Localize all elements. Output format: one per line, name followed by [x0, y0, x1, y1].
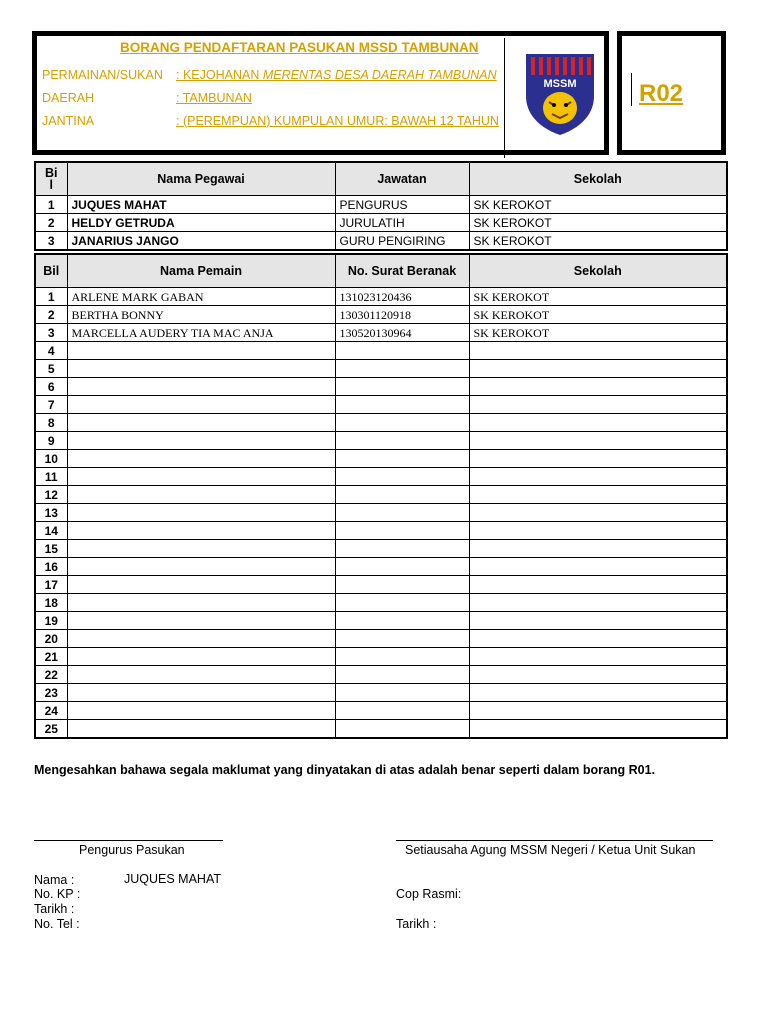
player-cell: 130520130964 [335, 324, 469, 342]
player-cell [469, 342, 727, 360]
official-cell: JUQUES MAHAT [67, 196, 335, 214]
player-row [35, 396, 727, 414]
header-line-gender [42, 114, 499, 128]
player-cell: 24 [35, 702, 67, 720]
player-row [35, 558, 727, 576]
player-cell [67, 360, 335, 378]
player-cell: 2 [35, 306, 67, 324]
player-cell [469, 612, 727, 630]
players-col-bil: Bil [35, 254, 67, 288]
player-row [35, 702, 727, 720]
player-cell [67, 486, 335, 504]
player-cell [469, 432, 727, 450]
player-row [35, 306, 727, 324]
player-cell: MARCELLA AUDERY TIA MAC ANJA [67, 324, 335, 342]
player-cell: 8 [35, 414, 67, 432]
player-cell: 1 [35, 288, 67, 306]
header-line-sport [42, 68, 497, 82]
player-cell [335, 666, 469, 684]
player-cell [67, 684, 335, 702]
official-cell: PENGURUS [335, 196, 469, 214]
player-cell [469, 522, 727, 540]
player-row [35, 450, 727, 468]
player-row [35, 504, 727, 522]
signature-line-left [34, 840, 223, 841]
officials-col-bil: Bi l [35, 162, 67, 196]
player-cell: 16 [35, 558, 67, 576]
player-cell [67, 594, 335, 612]
player-cell: SK KEROKOT [469, 324, 727, 342]
player-cell [67, 378, 335, 396]
player-cell [469, 576, 727, 594]
player-cell [469, 702, 727, 720]
sport-prefix: : KEJOHANAN [176, 68, 263, 82]
cop-rasmi-label: Cop Rasmi: [396, 887, 462, 901]
player-cell [335, 612, 469, 630]
officials-col-nama: Nama Pegawai [67, 162, 335, 196]
player-cell [67, 504, 335, 522]
official-cell: HELDY GETRUDA [67, 214, 335, 232]
player-cell [335, 684, 469, 702]
signature-line-right [396, 840, 713, 841]
player-cell [469, 360, 727, 378]
player-row [35, 432, 727, 450]
player-cell [335, 414, 469, 432]
players-col-nama: Nama Pemain [67, 254, 335, 288]
player-cell: 13 [35, 504, 67, 522]
player-cell: 3 [35, 324, 67, 342]
player-row [35, 288, 727, 306]
official-cell: 2 [35, 214, 67, 232]
sport-event: MERENTAS DESA DAERAH TAMBUNAN [262, 68, 497, 82]
official-cell: GURU PENGIRING [335, 232, 469, 251]
player-cell [67, 468, 335, 486]
official-cell: 3 [35, 232, 67, 251]
player-cell [335, 342, 469, 360]
player-cell [469, 558, 727, 576]
player-cell: 131023120436 [335, 288, 469, 306]
player-cell [335, 594, 469, 612]
player-cell: 130301120918 [335, 306, 469, 324]
officials-header-row [35, 162, 727, 196]
player-row [35, 540, 727, 558]
form-code: R02 [639, 80, 684, 107]
player-cell [335, 522, 469, 540]
player-row [35, 594, 727, 612]
header-divider [504, 38, 505, 158]
player-cell: 14 [35, 522, 67, 540]
player-cell [469, 396, 727, 414]
player-row [35, 684, 727, 702]
officials-table [34, 161, 728, 251]
gender-value: : (PEREMPUAN) KUMPULAN UMUR: BAWAH 12 TAHUN [176, 114, 499, 128]
player-cell [335, 576, 469, 594]
player-cell [469, 486, 727, 504]
player-row [35, 612, 727, 630]
players-col-surat: No. Surat Beranak [335, 254, 469, 288]
player-cell: 18 [35, 594, 67, 612]
player-cell: 22 [35, 666, 67, 684]
player-cell [67, 342, 335, 360]
player-row [35, 378, 727, 396]
player-cell [335, 558, 469, 576]
mssm-logo-icon [523, 52, 597, 136]
player-cell [67, 576, 335, 594]
player-cell [67, 720, 335, 739]
officials-col-jawatan: Jawatan [335, 162, 469, 196]
player-cell [469, 666, 727, 684]
official-cell: SK KEROKOT [469, 232, 727, 251]
player-cell [469, 594, 727, 612]
player-cell: 21 [35, 648, 67, 666]
player-cell [469, 450, 727, 468]
nama-value: JUQUES MAHAT [124, 872, 221, 886]
player-cell [335, 432, 469, 450]
gender-label: JANTINA [42, 114, 95, 128]
player-cell [335, 468, 469, 486]
player-cell [469, 378, 727, 396]
sport-label: PERMAINAN/SUKAN [42, 68, 163, 82]
tarikh-right-label: Tarikh : [396, 917, 437, 931]
player-cell [67, 522, 335, 540]
player-cell [469, 414, 727, 432]
player-cell [67, 450, 335, 468]
form-title: BORANG PENDAFTARAN PASUKAN MSSD TAMBUNAN [120, 40, 479, 55]
logo-text: MSSM [543, 78, 577, 90]
player-cell [469, 540, 727, 558]
form-code-divider [631, 73, 632, 106]
player-cell [335, 720, 469, 739]
player-cell [335, 504, 469, 522]
player-row [35, 324, 727, 342]
player-cell [67, 630, 335, 648]
player-row [35, 630, 727, 648]
player-cell [335, 378, 469, 396]
player-row [35, 414, 727, 432]
player-row [35, 342, 727, 360]
player-row [35, 720, 727, 739]
player-cell [335, 702, 469, 720]
player-cell: 9 [35, 432, 67, 450]
player-cell: 17 [35, 576, 67, 594]
district-label: DAERAH [42, 91, 95, 105]
player-cell [335, 486, 469, 504]
nama-label: Nama : [34, 873, 75, 887]
official-cell: SK KEROKOT [469, 196, 727, 214]
player-cell [335, 648, 469, 666]
player-cell [67, 612, 335, 630]
official-cell: SK KEROKOT [469, 214, 727, 232]
player-cell [67, 558, 335, 576]
player-cell [335, 360, 469, 378]
player-cell: 20 [35, 630, 67, 648]
player-cell: 4 [35, 342, 67, 360]
player-cell [67, 396, 335, 414]
player-cell [67, 702, 335, 720]
player-cell: 11 [35, 468, 67, 486]
player-cell: 23 [35, 684, 67, 702]
player-cell [469, 504, 727, 522]
player-cell: BERTHA BONNY [67, 306, 335, 324]
official-row [35, 214, 727, 232]
players-header-row [35, 254, 727, 288]
player-cell: 7 [35, 396, 67, 414]
player-cell: 5 [35, 360, 67, 378]
official-cell: JURULATIH [335, 214, 469, 232]
player-cell [67, 666, 335, 684]
player-cell [67, 414, 335, 432]
officials-col-sekolah: Sekolah [469, 162, 727, 196]
player-cell [469, 684, 727, 702]
player-cell: 15 [35, 540, 67, 558]
tel-label: No. Tel : [34, 917, 80, 931]
official-cell: 1 [35, 196, 67, 214]
player-row [35, 360, 727, 378]
kp-label: No. KP : [34, 887, 81, 901]
player-cell [67, 432, 335, 450]
player-cell: SK KEROKOT [469, 306, 727, 324]
player-row [35, 666, 727, 684]
players-col-sekolah: Sekolah [469, 254, 727, 288]
confirmation-statement: Mengesahkan bahawa segala maklumat yang dinyatakan di atas adalah benar seperti dalam borang R01. [34, 763, 656, 777]
player-cell: 12 [35, 486, 67, 504]
player-cell [469, 468, 727, 486]
player-cell [335, 396, 469, 414]
player-cell [469, 648, 727, 666]
official-cell: JANARIUS JANGO [67, 232, 335, 251]
player-cell [335, 630, 469, 648]
district-value: : TAMBUNAN [176, 91, 252, 105]
secretary-title: Setiausaha Agung MSSM Negeri / Ketua Unit Sukan [405, 843, 696, 857]
player-cell: 6 [35, 378, 67, 396]
player-row [35, 468, 727, 486]
player-cell [67, 648, 335, 666]
player-row [35, 486, 727, 504]
player-cell [469, 720, 727, 739]
player-cell: 25 [35, 720, 67, 739]
player-cell: ARLENE MARK GABAN [67, 288, 335, 306]
official-row [35, 196, 727, 214]
team-manager-title: Pengurus Pasukan [79, 843, 185, 857]
player-cell [335, 450, 469, 468]
player-cell [335, 540, 469, 558]
player-row [35, 648, 727, 666]
tarikh-label: Tarikh : [34, 902, 75, 916]
player-cell: SK KEROKOT [469, 288, 727, 306]
player-cell: 19 [35, 612, 67, 630]
official-row [35, 232, 727, 251]
player-cell [469, 630, 727, 648]
player-row [35, 522, 727, 540]
players-table [34, 253, 728, 739]
header-line-district [42, 91, 252, 105]
player-cell: 10 [35, 450, 67, 468]
player-cell [67, 540, 335, 558]
player-row [35, 576, 727, 594]
